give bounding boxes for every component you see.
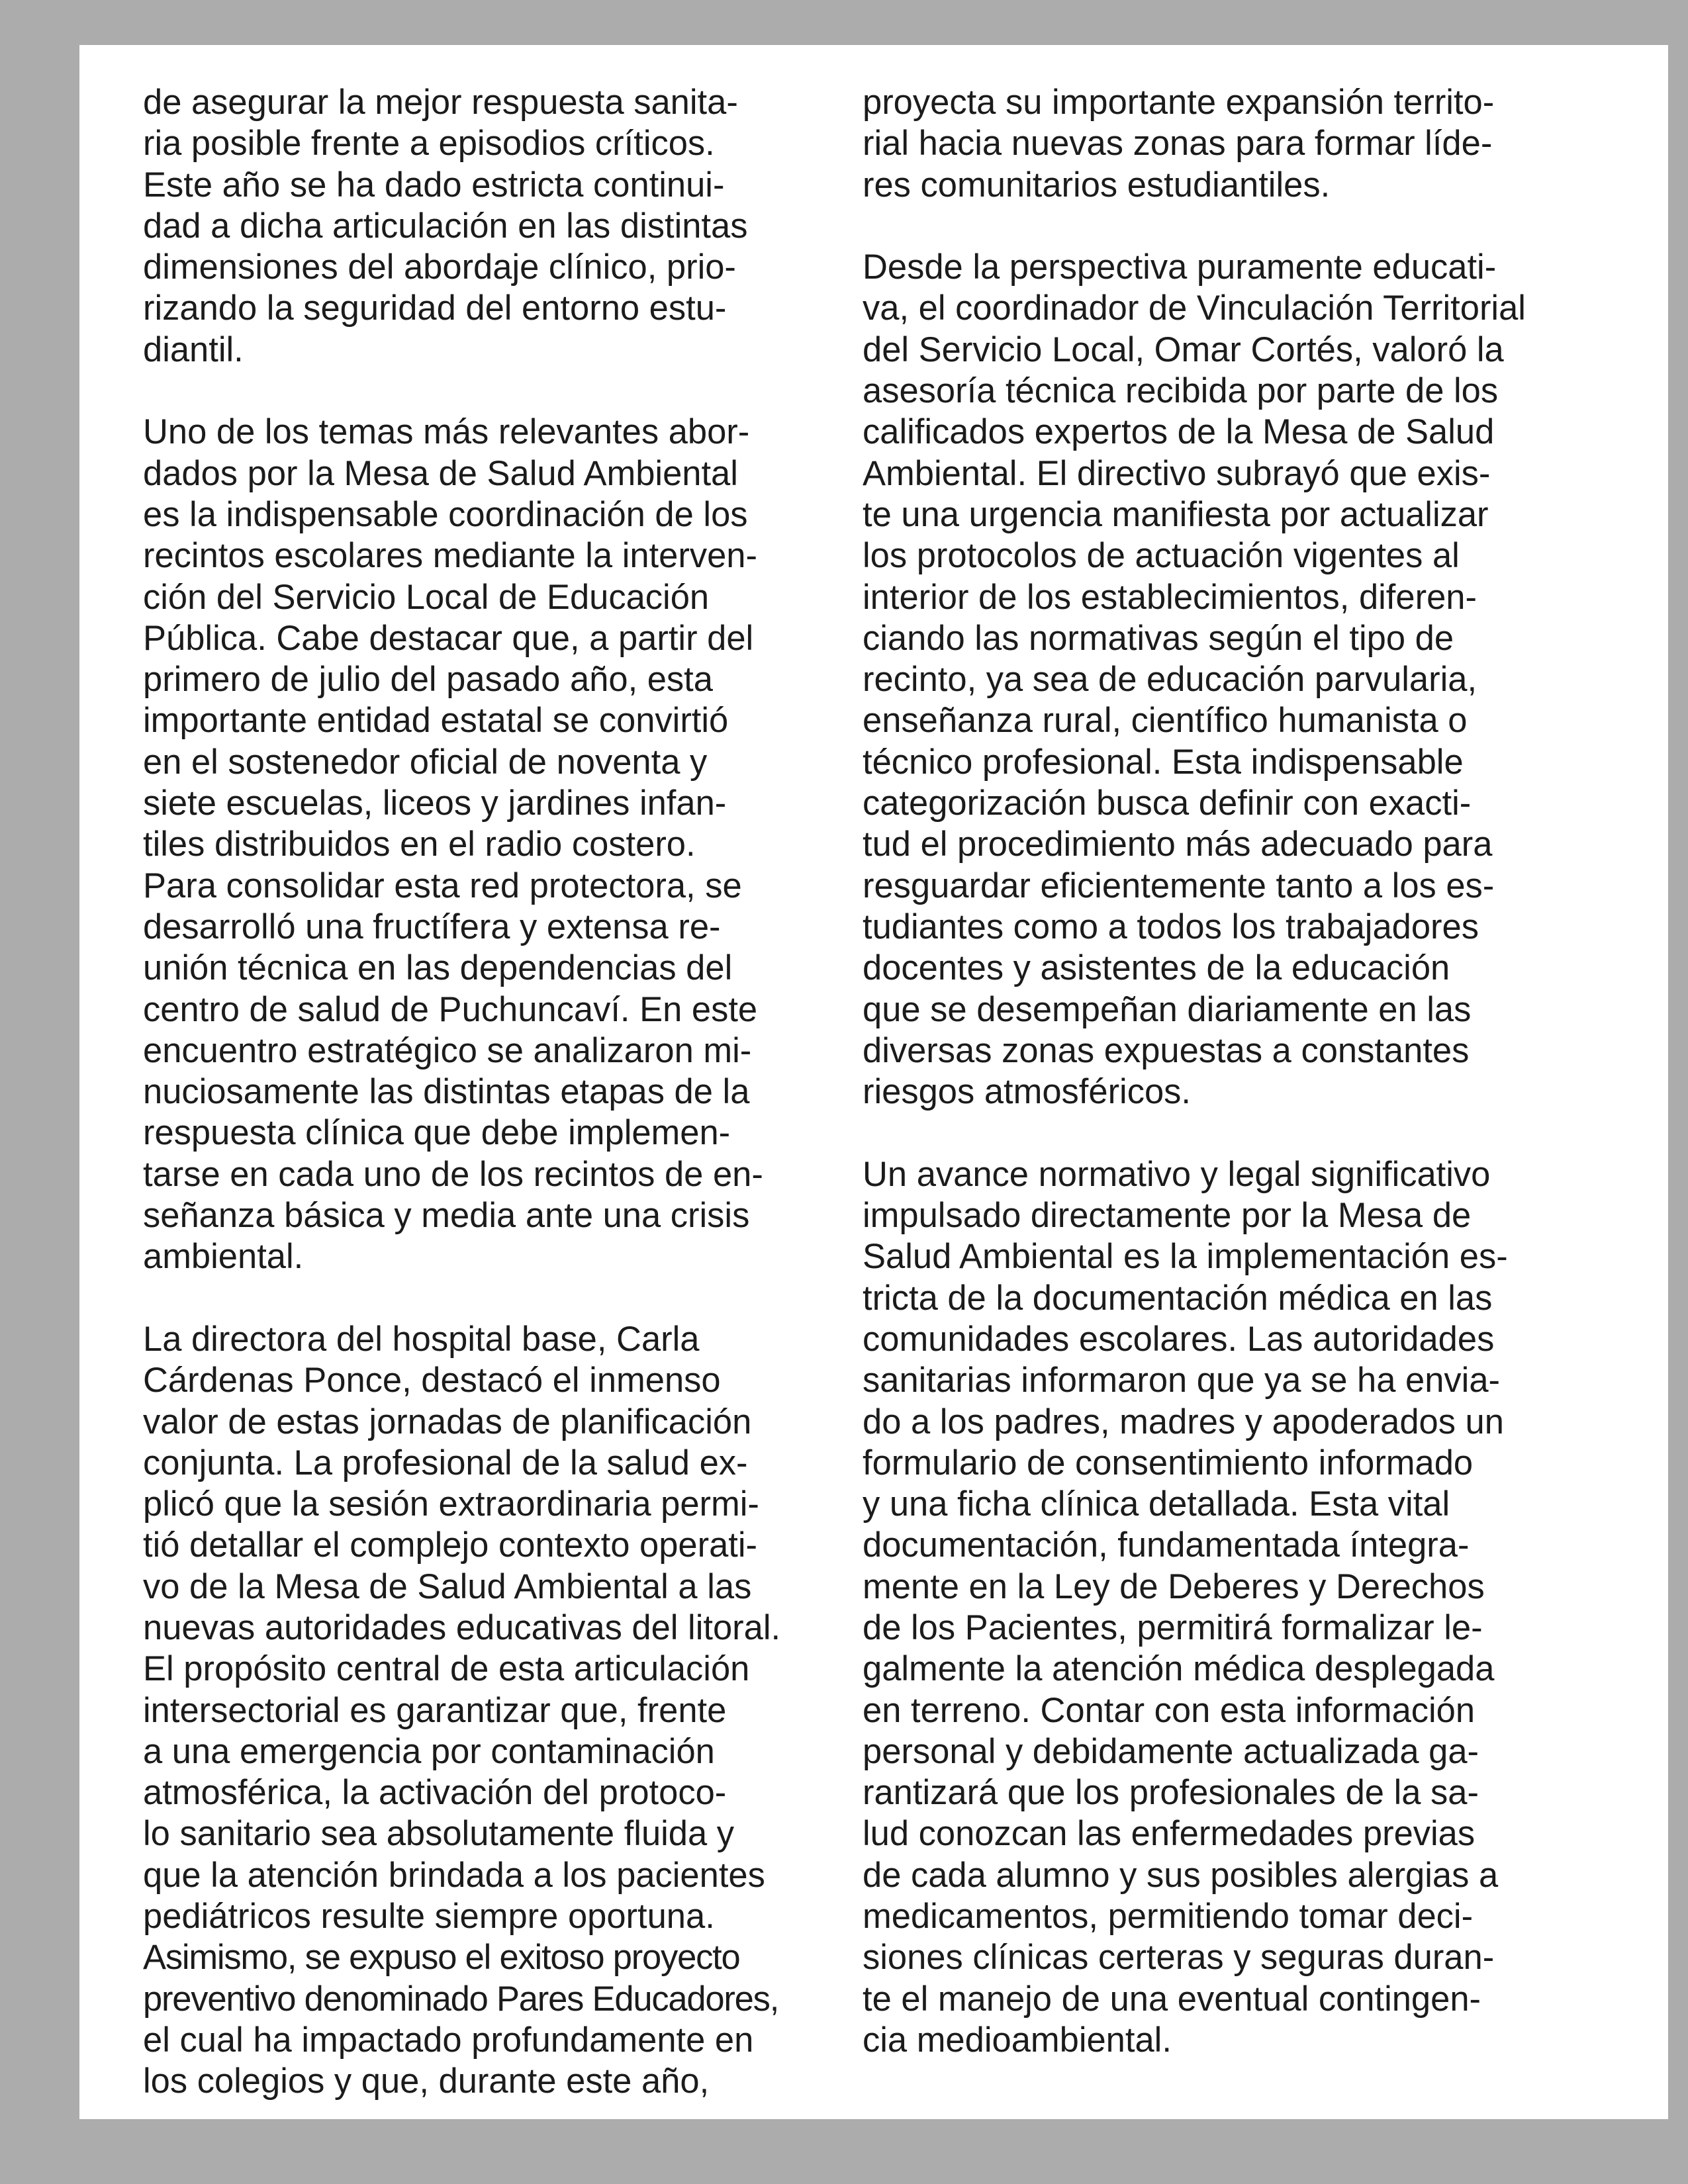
text-line: nuciosamente las distintas etapas de la bbox=[143, 1072, 750, 1112]
text-line: encuentro estratégico se analizaron mi- bbox=[143, 1030, 752, 1070]
text-line: Uno de los temas más relevantes abor- bbox=[143, 412, 750, 452]
text-line: rial hacia nuevas zonas para formar líde- bbox=[863, 124, 1493, 163]
paragraph bbox=[863, 82, 1544, 206]
text-line: va, el coordinador de Vinculación Territorial bbox=[863, 289, 1526, 328]
text-line: categorización busca definir con exacti- bbox=[863, 784, 1472, 823]
text-line: documentación, fundamentada íntegra- bbox=[863, 1525, 1470, 1565]
text-line: el cual ha impactado profundamente en bbox=[143, 2020, 754, 2060]
paragraph bbox=[863, 1154, 1544, 2062]
paragraph bbox=[863, 247, 1544, 1113]
text-line: siete escuelas, liceos y jardines infan- bbox=[143, 784, 727, 823]
text-line: Cárdenas Ponce, destacó el inmenso bbox=[143, 1361, 721, 1400]
text-line: enseñanza rural, científico humanista o bbox=[863, 701, 1468, 741]
text-line: El propósito central de esta articulación bbox=[143, 1649, 750, 1689]
paragraph bbox=[143, 412, 825, 1277]
text-line: Desde la perspectiva puramente educati- bbox=[863, 248, 1497, 287]
text-line: en terreno. Contar con esta información bbox=[863, 1690, 1476, 1730]
text-line: señanza básica y media ante una crisis bbox=[143, 1196, 750, 1236]
text-line: pediátricos resulte siempre oportuna. bbox=[143, 1897, 715, 1936]
paragraph bbox=[143, 1319, 825, 2103]
text-line: de cada alumno y sus posibles alergias a bbox=[863, 1855, 1499, 1895]
text-line: atmosférica, la activación del protoco- bbox=[143, 1773, 727, 1813]
right-text-column bbox=[863, 82, 1544, 2061]
text-line: galmente la atención médica desplegada bbox=[863, 1649, 1495, 1689]
text-line: Asimismo, se expuso el exitoso proyecto bbox=[143, 1938, 740, 1978]
text-line: medicamentos, permitiendo tomar deci- bbox=[863, 1897, 1474, 1936]
text-line: que se desempeñan diariamente en las bbox=[863, 989, 1472, 1029]
text-line: rizando la seguridad del entorno estu- bbox=[143, 289, 727, 328]
text-line: a una emergencia por contaminación bbox=[143, 1731, 715, 1771]
text-line: es la indispensable coordinación de los bbox=[143, 494, 748, 534]
text-line: ambiental. bbox=[143, 1237, 304, 1277]
text-line: mente en la Ley de Deberes y Derechos bbox=[863, 1567, 1485, 1606]
text-line: dados por la Mesa de Salud Ambiental bbox=[143, 453, 738, 493]
text-line: diantil. bbox=[143, 330, 244, 369]
text-line: formulario de consentimiento informado bbox=[863, 1443, 1474, 1482]
text-line: comunidades escolares. Las autoridades bbox=[863, 1319, 1495, 1359]
text-line: importante entidad estatal se convirtió bbox=[143, 701, 729, 741]
text-line: ciando las normativas según el tipo de bbox=[863, 618, 1454, 658]
text-line: en el sostenedor oficial de noventa y bbox=[143, 742, 708, 782]
text-line: tudiantes como a todos los trabajadores bbox=[863, 907, 1479, 946]
text-line: lo sanitario sea absolutamente fluida y bbox=[143, 1814, 735, 1854]
text-line: do a los padres, madres y apoderados un bbox=[863, 1402, 1504, 1441]
text-line: técnico profesional. Esta indispensable bbox=[863, 742, 1464, 782]
text-line: respuesta clínica que debe implemen- bbox=[143, 1113, 731, 1153]
text-line: docentes y asistentes de la educación bbox=[863, 948, 1450, 988]
text-line: res comunitarios estudiantiles. bbox=[863, 165, 1331, 205]
left-text-column bbox=[143, 82, 825, 2103]
text-line: diversas zonas expuestas a constantes bbox=[863, 1030, 1470, 1070]
text-line: resguardar eficientemente tanto a los es- bbox=[863, 866, 1495, 905]
text-line: preventivo denominado Pares Educadores, bbox=[143, 1979, 779, 2019]
document-page bbox=[79, 45, 1668, 2119]
text-line: recintos escolares mediante la interven- bbox=[143, 536, 757, 576]
text-line: ción del Servicio Local de Educación bbox=[143, 577, 710, 617]
text-line: recinto, ya sea de educación parvularia, bbox=[863, 660, 1477, 700]
text-line: sanitarias informaron que ya se ha envia- bbox=[863, 1361, 1501, 1400]
text-line: proyecta su importante expansión territo- bbox=[863, 83, 1495, 122]
text-line: siones clínicas certeras y seguras duran- bbox=[863, 1938, 1495, 1978]
text-line: tiles distribuidos en el radio costero. bbox=[143, 825, 696, 864]
text-line: impulsado directamente por la Mesa de bbox=[863, 1196, 1472, 1236]
text-line: Para consolidar esta red protectora, se bbox=[143, 866, 742, 905]
text-line: los colegios y que, durante este año, bbox=[143, 2062, 710, 2101]
text-line: asesoría técnica recibida por parte de los bbox=[863, 371, 1499, 411]
text-line: rantizará que los profesionales de la sa- bbox=[863, 1773, 1479, 1813]
text-line: nuevas autoridades educativas del litoral. bbox=[143, 1608, 781, 1647]
text-line: lud conozcan las enfermedades previas bbox=[863, 1814, 1476, 1854]
text-line: que la atención brindada a los pacientes bbox=[143, 1855, 765, 1895]
text-line: te una urgencia manifiesta por actualizar bbox=[863, 494, 1489, 534]
text-line: unión técnica en las dependencias del bbox=[143, 948, 733, 988]
text-line: primero de julio del pasado año, esta bbox=[143, 660, 713, 700]
text-line: Un avance normativo y legal significativo bbox=[863, 1154, 1491, 1194]
text-line: conjunta. La profesional de la salud ex- bbox=[143, 1443, 748, 1482]
text-line: de los Pacientes, permitirá formalizar le- bbox=[863, 1608, 1483, 1647]
text-line: del Servicio Local, Omar Cortés, valoró la bbox=[863, 330, 1504, 369]
text-line: valor de estas jornadas de planificación bbox=[143, 1402, 752, 1441]
text-line: Este año se ha dado estricta continui- bbox=[143, 165, 725, 205]
text-line: Ambiental. El directivo subrayó que exis- bbox=[863, 453, 1491, 493]
text-line: ria posible frente a episodios críticos. bbox=[143, 124, 715, 163]
text-line: La directora del hospital base, Carla bbox=[143, 1319, 700, 1359]
text-line: riesgos atmosféricos. bbox=[863, 1072, 1192, 1112]
text-line: dimensiones del abordaje clínico, prio- bbox=[143, 248, 736, 287]
text-line: de asegurar la mejor respuesta sanita- bbox=[143, 83, 738, 122]
text-line: personal y debidamente actualizada ga- bbox=[863, 1731, 1479, 1771]
text-line: tió detallar el complejo contexto operati- bbox=[143, 1525, 758, 1565]
text-line: tarse en cada uno de los recintos de en- bbox=[143, 1154, 763, 1194]
text-line: te el manejo de una eventual contingen- bbox=[863, 1979, 1481, 2019]
text-line: plicó que la sesión extraordinaria permi- bbox=[143, 1484, 759, 1524]
text-line: los protocolos de actuación vigentes al bbox=[863, 536, 1460, 576]
text-line: interior de los establecimientos, diferen- bbox=[863, 577, 1477, 617]
text-line: centro de salud de Puchuncaví. En este bbox=[143, 989, 758, 1029]
text-line: calificados expertos de la Mesa de Salud bbox=[863, 412, 1495, 452]
text-line: intersectorial es garantizar que, frente bbox=[143, 1690, 727, 1730]
text-line: dad a dicha articulación en las distintas bbox=[143, 206, 748, 246]
text-line: vo de la Mesa de Salud Ambiental a las bbox=[143, 1567, 752, 1606]
text-line: y una ficha clínica detallada. Esta vital bbox=[863, 1484, 1450, 1524]
text-line: tud el procedimiento más adecuado para bbox=[863, 825, 1493, 864]
text-line: Pública. Cabe destacar que, a partir del bbox=[143, 618, 754, 658]
text-line: desarrolló una fructífera y extensa re- bbox=[143, 907, 721, 946]
paragraph bbox=[143, 82, 825, 371]
text-line: cia medioambiental. bbox=[863, 2020, 1172, 2060]
text-line: tricta de la documentación médica en las bbox=[863, 1278, 1493, 1318]
text-line: Salud Ambiental es la implementación es- bbox=[863, 1237, 1508, 1277]
